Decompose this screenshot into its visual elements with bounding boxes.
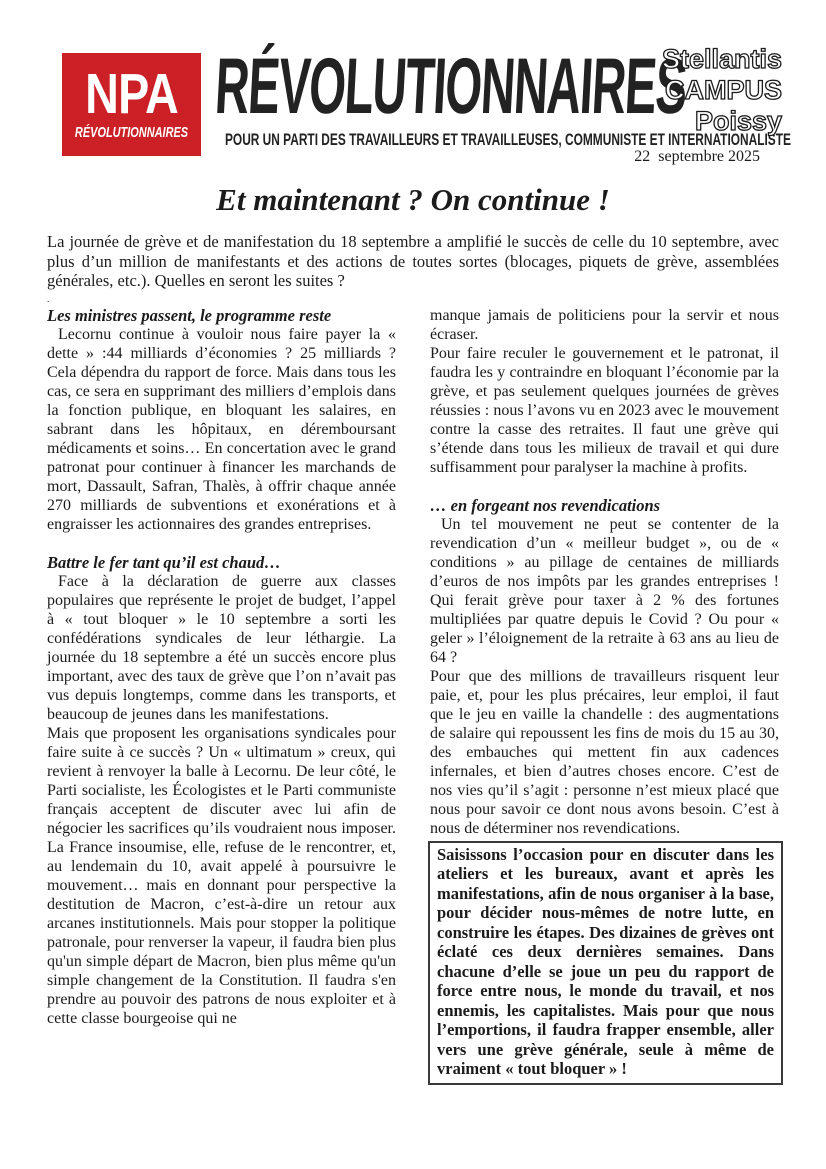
section-heading-revendications: … en forgeant nos revendications — [430, 495, 661, 515]
masthead-header — [0, 0, 826, 178]
site-line-2: CAMPUS — [664, 75, 782, 105]
paragraph-face-declaration: Face à la déclaration de guerre aux classes populaires que représente le projet de budget, l’appel à « tout bloquer » le 10 septembre a sorti les confédérations syndicales de leur léthargie. La journée du 18 septembre a été un succès encore plus important, avec des taux de grève que l’on n’avait pas vus depuis longtemps, comme dans les transports, et beaucoup de jeunes dans les manifestations. — [47, 572, 396, 723]
paragraph-millions-travailleurs: Pour que des millions de travailleurs risquent leur paie, et, pour les plus précaires, leur emploi, il faut que le jeu en vaille la chandelle : des augmentations de salaire qui repoussent les fins de mois du 15 au 30, des embauches qui mettent fin aux cadences infernales, et bien d’autres choses encore. C’est de nos vies qu’il s’agit : personne n’est mieux placé que nous pour savoir ce dont nous avons besoin. C’est à nous de déterminer nos revendications. — [430, 667, 779, 837]
two-column-body — [47, 306, 779, 1085]
site-line-3: Poissy — [694, 106, 782, 136]
callout-box-saisissons: Saisissons l’occasion pour en discuter dans les ateliers et les bureaux, avant et après les manifestations, afin de nous organiser à la base, pour décider nous-mêmes de notre lutte, en construire les étapes. Des dizaines de grèves ont éclaté ces deux dernières semaines. Dans chacune d’elle se joue un peu du rapport de force entre nous, le monde du travail, et nos ennemis, les capitalistes. Mais pour que nous l’emportions, il faudra frapper ensemble, aller vers une grève générale, seule à même de vraiment « tout bloquer » ! — [428, 841, 783, 1085]
article — [47, 183, 779, 1085]
npa-logo-subtitle: RÉVOLUTIONNAIRES — [74, 124, 189, 141]
paragraph-continuation: manque jamais de politiciens pour la servir et nous écraser. — [430, 306, 779, 343]
npa-logo — [62, 53, 201, 156]
section-spacer — [47, 534, 396, 553]
right-column — [430, 306, 779, 1085]
issue-date: 22 septembre 2025 — [634, 148, 760, 165]
section-spacer — [430, 477, 779, 496]
masthead-title: RÉVOLUTIONNAIRES — [213, 41, 689, 130]
site-name-block — [662, 44, 782, 137]
stray-period-mark: . — [47, 293, 50, 304]
site-line-1: Stellantis — [661, 44, 782, 74]
paragraph-faire-reculer: Pour faire reculer le gouvernement et le patronat, il faudra les y contraindre en bloquant l’économie par la grève, et pas seulement quelques journées de grèves réussies : nous l’avons vu en 2023 avec le mouvement contre la casse des retraites. Il faut une grève qui s’étende dans tous les milieux de travail et qui dure suffisamment pour paralyser la machine à profits. — [430, 344, 779, 476]
npa-logo-acronym: NPA — [85, 62, 178, 126]
section-heading-ministres: Les ministres passent, le programme reste — [47, 305, 332, 325]
left-column — [47, 306, 396, 1085]
section-heading-battre-le-fer: Battre le fer tant qu’il est chaud… — [47, 552, 281, 572]
article-title: Et maintenant ? On continue ! — [216, 182, 610, 217]
masthead-subtitle: POUR UN PARTI DES TRAVAILLEURS ET TRAVAILLEUSES, COMMUNISTE ET INTERNATIONALISTE — [225, 130, 791, 149]
intro-paragraph: La journée de grève et de manifestation du 18 septembre a amplifié le succès de celle du 10 septembre, avec plus d’un million de manifestants et des actions de toutes sortes (blocages, piquets de grève, assemblées générales, etc.). Quelles en seront les suites ? — [47, 232, 779, 290]
paragraph-organisations-syndicales: Mais que proposent les organisations syndicales pour faire suite à ce succès ? Un « ultimatum » creux, qui revient à renvoyer la balle à Lecornu. De leur côté, le Parti socialiste, les Écologistes et le Parti communiste français acceptent de discuter avec lui afin de négocier les sacrifices qu’ils voudraient nous imposer. La France insoumise, elle, refuse de le rencontrer, et, au lendemain du 10, avait appelé à poursuivre le mouvement… mais en donnant pour perspective la destitution de Macron, c’est-à-dire un retour aux arcanes institutionnels. Mais pour stopper la politique patronale, pour renverser la vapeur, il faudra bien plus qu'un simple départ de Macron, bien plus même qu'un simple changement de la Constitution. Il faudra s'en prendre au pouvoir des patrons de nous exploiter et à cette classe bourgeoise qui ne — [47, 724, 396, 1027]
paragraph-lecornu: Lecornu continue à vouloir nous faire payer la « dette » :44 milliards d’économies ? 25 milliards ? Cela dépendra du rapport de force. Mais dans tous les cas, ce sera en supprimant des milliers d’emplois dans la fonction publique, en bloquant les salaires, en sabrant dans les hôpitaux, en déremboursant médicaments et soins… En concertation avec le grand patronat pour continuer à financer les marchands de mort, Dassault, Safran, Thalès, à offrir chaque année 270 milliards de subventions et exonérations et à engraisser les actionnaires des grandes entreprises. — [47, 325, 396, 533]
paragraph-un-tel-mouvement: Un tel mouvement ne peut se contenter de la revendication d’un « meilleur budget », ou de « conditions » au pillage de centaines de milliards d’euros de nos impôts par les grandes entreprises ! Qui ferait grève pour taxer à 2 % des fortunes multipliées par quatre depuis le Covid ? Ou pour « geler » l’éloignement de la retraite à 63 ans au lieu de 64 ? — [430, 515, 779, 666]
